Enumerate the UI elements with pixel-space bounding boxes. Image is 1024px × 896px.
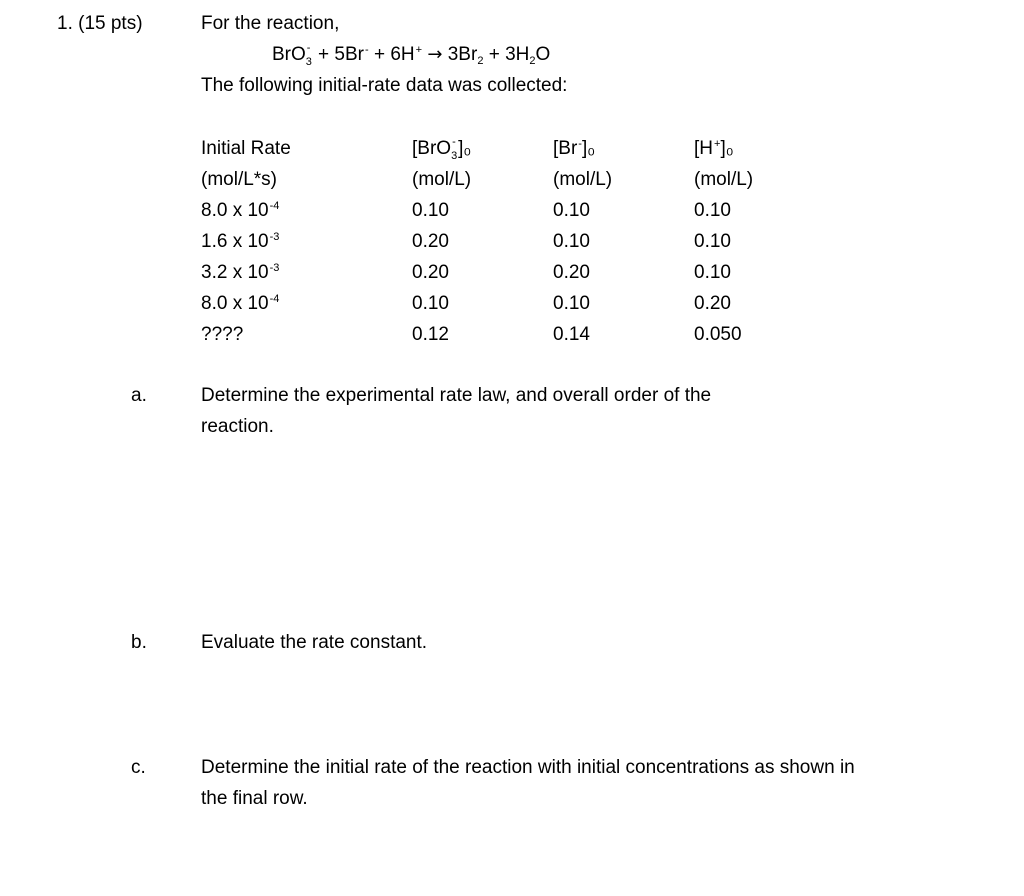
rate-exponent: -3 bbox=[269, 231, 280, 243]
part-a-question-line2: reaction. bbox=[201, 416, 274, 437]
table-row-3-hydrogen: 0.10 bbox=[694, 262, 731, 283]
header-bromate-close: ]₀ bbox=[458, 138, 472, 159]
problem-intro: For the reaction, bbox=[201, 13, 340, 34]
rate-value: 8.0 x 10 bbox=[201, 200, 269, 221]
header-bromide-unit: (mol/L) bbox=[553, 169, 613, 190]
water-oxygen: O bbox=[535, 44, 551, 65]
hydrogen-charge: + bbox=[415, 44, 423, 56]
header-bromate-charge: - bbox=[452, 136, 456, 148]
header-hydrogen-close: ]₀ bbox=[720, 138, 734, 159]
table-row-1-rate bbox=[201, 201, 279, 220]
table-row-5-bromide: 0.14 bbox=[553, 324, 590, 345]
header-initial-rate: Initial Rate bbox=[201, 138, 291, 159]
reaction-equation bbox=[272, 42, 551, 68]
bromate-charge: - bbox=[306, 42, 311, 54]
table-row-2-hydrogen: 0.10 bbox=[694, 231, 731, 252]
part-c-question-line2: the final row. bbox=[201, 788, 308, 809]
header-bromide-label: [Br bbox=[553, 138, 578, 159]
reactant-hydrogen: + 6H bbox=[368, 44, 415, 65]
table-row-5-hydrogen: 0.050 bbox=[694, 324, 742, 345]
rate-exponent: -4 bbox=[269, 293, 280, 305]
header-bromide-close: ]₀ bbox=[581, 138, 596, 159]
part-a-question-line1: Determine the experimental rate law, and overall order of the bbox=[201, 385, 712, 406]
reactant-bromate: BrO bbox=[272, 44, 306, 65]
table-row-3-bromate: 0.20 bbox=[412, 262, 449, 283]
table-row-3-bromide: 0.20 bbox=[553, 262, 590, 283]
header-bromate-unit: (mol/L) bbox=[412, 169, 472, 190]
table-row-1-bromide: 0.10 bbox=[553, 200, 590, 221]
header-bromide bbox=[553, 139, 595, 158]
reactant-bromide: + 5Br bbox=[312, 44, 365, 65]
table-row-1-bromate: 0.10 bbox=[412, 200, 449, 221]
header-hydrogen-unit: (mol/L) bbox=[694, 169, 754, 190]
table-row-4-hydrogen: 0.20 bbox=[694, 293, 731, 314]
rate-exponent: -4 bbox=[269, 200, 280, 212]
table-row-4-bromate: 0.10 bbox=[412, 293, 449, 314]
table-row-5-bromate: 0.12 bbox=[412, 324, 449, 345]
rate-value: 8.0 x 10 bbox=[201, 293, 269, 314]
header-hydrogen-charge: + bbox=[714, 138, 721, 150]
part-a-label: a. bbox=[131, 385, 147, 406]
header-bromate-label: [BrO bbox=[412, 138, 452, 159]
part-c-question-line1: Determine the initial rate of the reaction with initial concentrations as shown in bbox=[201, 757, 855, 778]
part-b-question: Evaluate the rate constant. bbox=[201, 632, 428, 653]
header-bromate-subscript: 3 bbox=[451, 150, 458, 162]
table-row-2-bromide: 0.10 bbox=[553, 231, 590, 252]
bromide-charge: - bbox=[365, 44, 369, 56]
header-hydrogen bbox=[694, 139, 734, 158]
table-row-1-hydrogen: 0.10 bbox=[694, 200, 731, 221]
bromate-subscript: 3 bbox=[305, 56, 312, 68]
table-row-4-rate bbox=[201, 294, 279, 313]
header-rate-unit: (mol/L*s) bbox=[201, 169, 278, 190]
part-c-label: c. bbox=[131, 757, 146, 778]
header-bromide-charge: - bbox=[578, 138, 582, 150]
product-bromine: 3Br bbox=[442, 44, 478, 65]
data-intro: The following initial-rate data was collected: bbox=[201, 75, 568, 96]
rate-value: 1.6 x 10 bbox=[201, 231, 269, 252]
header-bromate bbox=[412, 136, 472, 162]
table-row-2-bromate: 0.20 bbox=[412, 231, 449, 252]
problem-number: 1. (15 pts) bbox=[57, 13, 143, 34]
table-row-4-bromide: 0.10 bbox=[553, 293, 590, 314]
table-row-5-rate: ???? bbox=[201, 324, 244, 345]
reaction-arrow: → bbox=[427, 44, 443, 65]
water-subscript: 2 bbox=[529, 55, 536, 67]
table-row-2-rate bbox=[201, 232, 279, 251]
product-water: + 3H bbox=[483, 44, 530, 65]
bromine-subscript: 2 bbox=[477, 55, 484, 67]
table-row-3-rate bbox=[201, 263, 279, 282]
part-b-label: b. bbox=[131, 632, 147, 653]
rate-exponent: -3 bbox=[269, 262, 280, 274]
rate-value: 3.2 x 10 bbox=[201, 262, 269, 283]
header-hydrogen-label: [H bbox=[694, 138, 713, 159]
